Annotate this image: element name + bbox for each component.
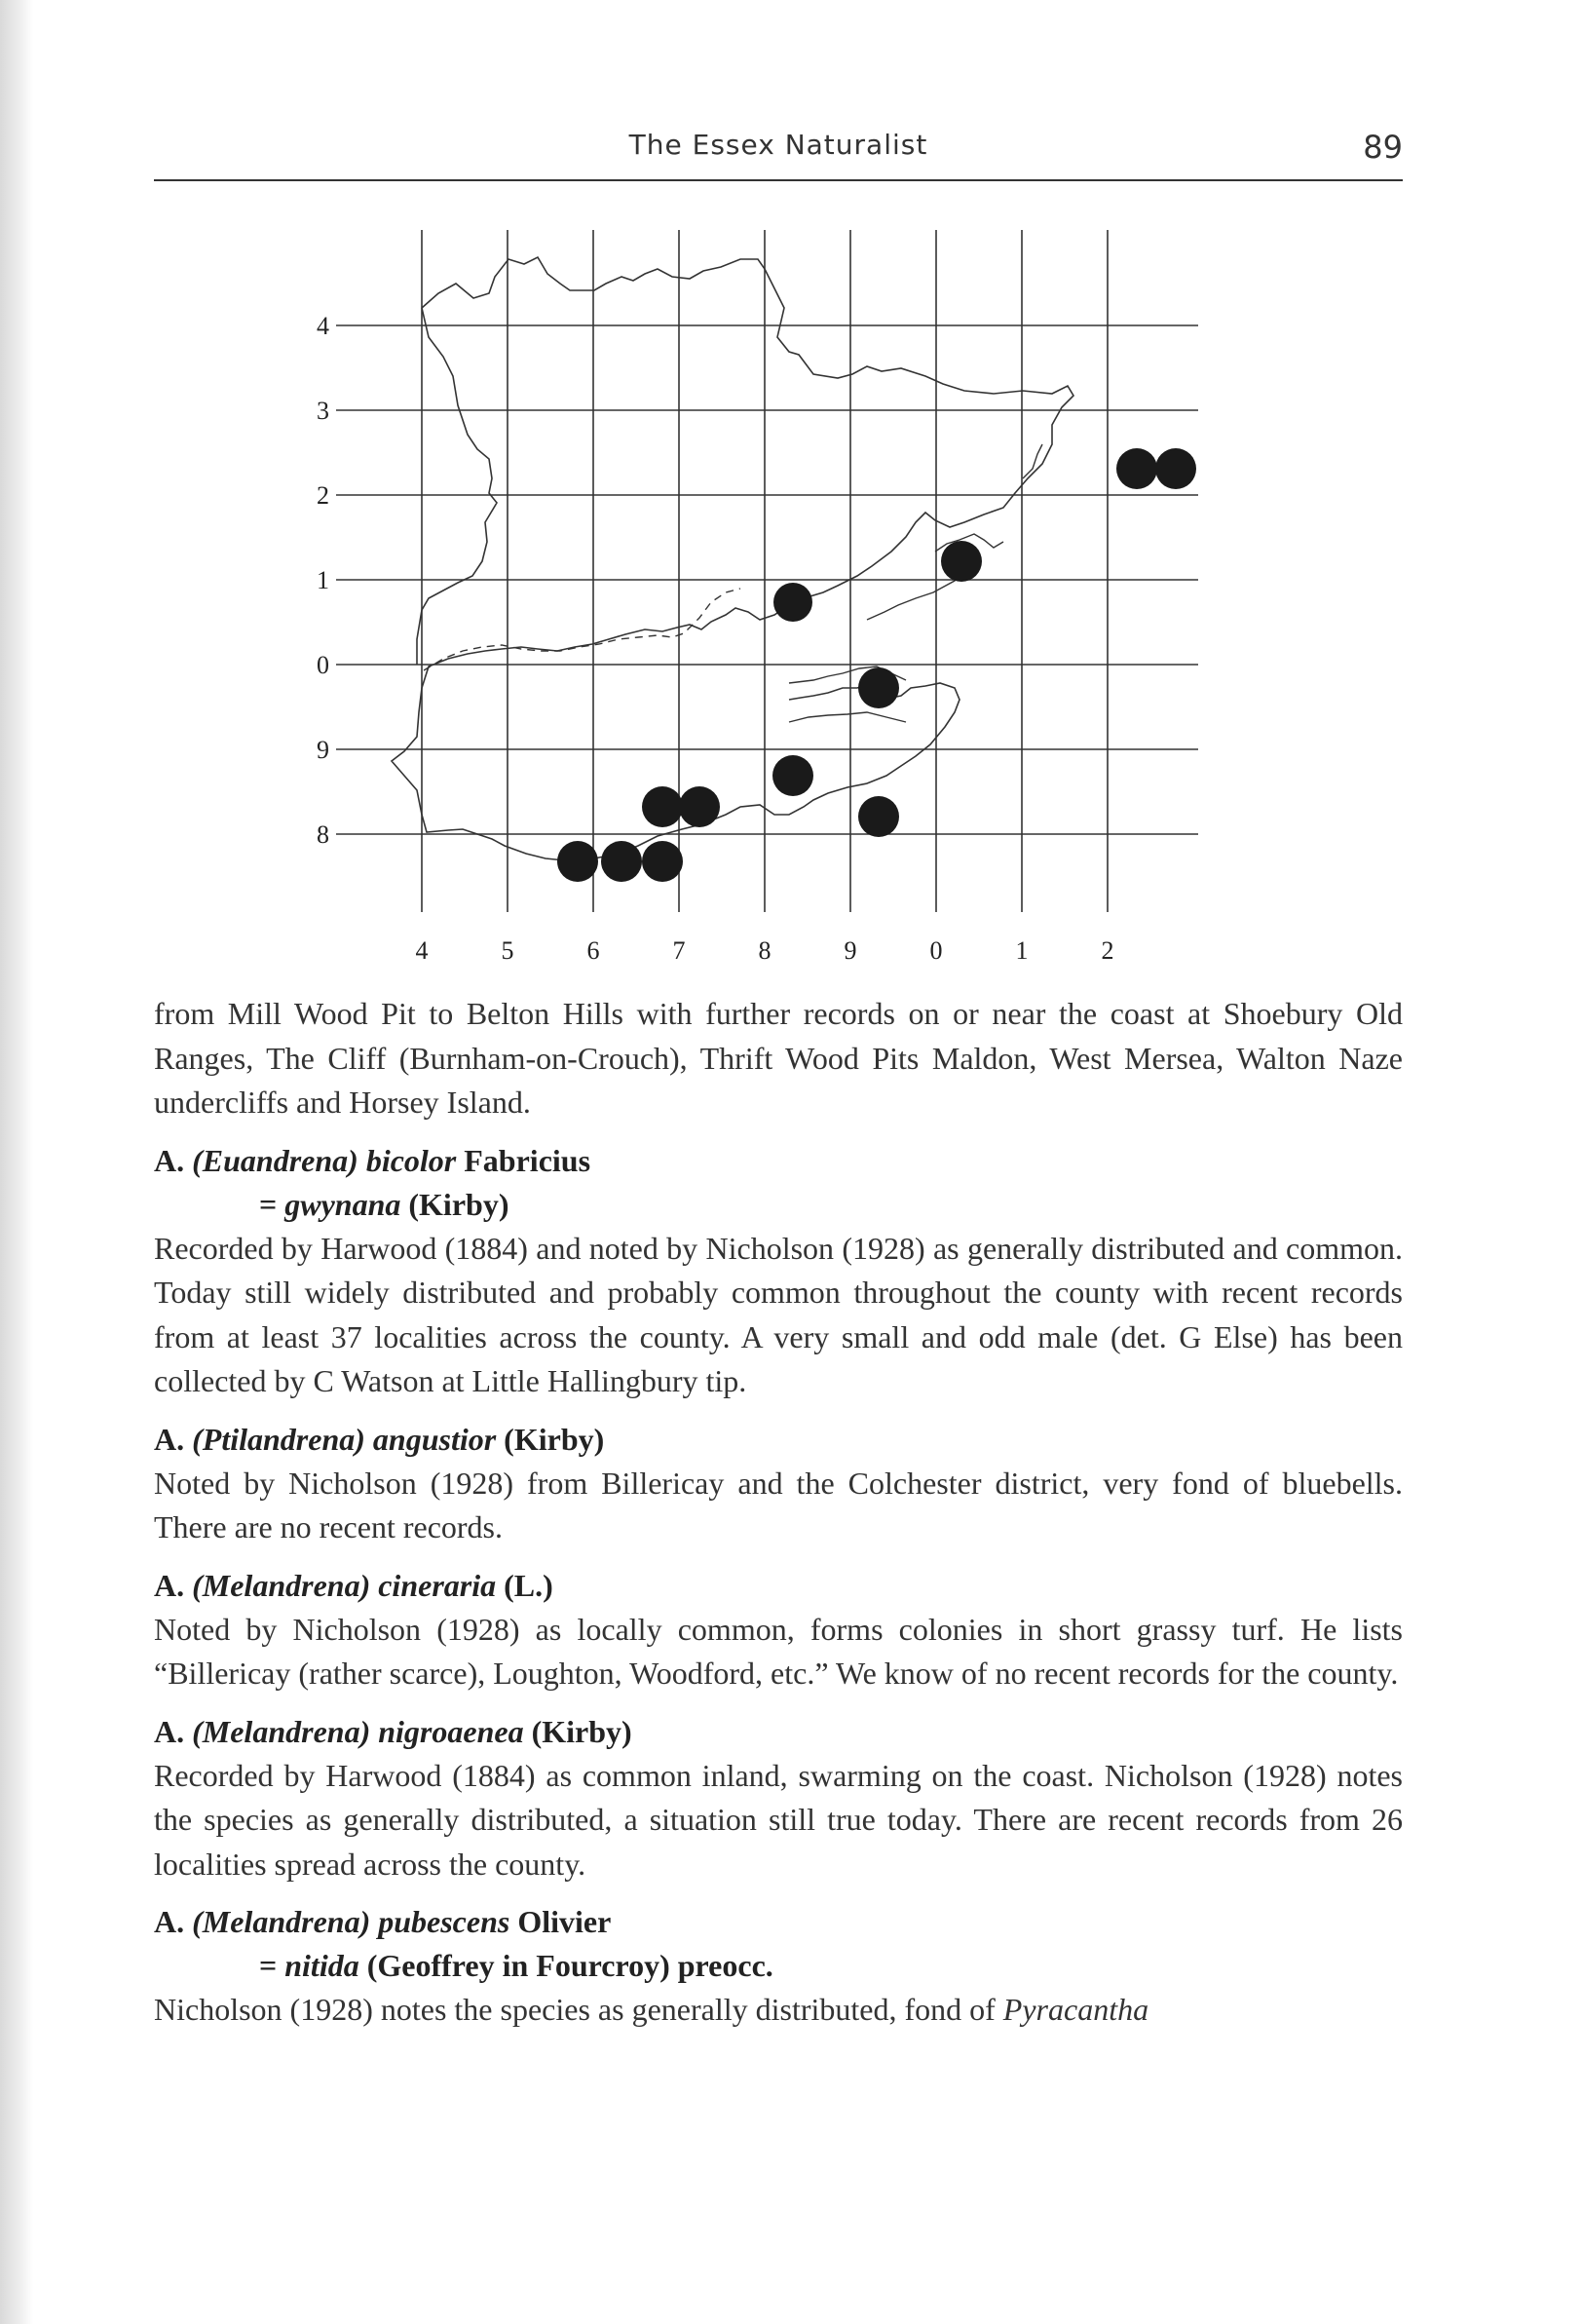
species-entry: [154, 1418, 1403, 1550]
synonym-prefix: =: [259, 1186, 278, 1222]
record-dot: [858, 667, 899, 708]
epithet: angustior: [372, 1421, 497, 1457]
species-body-italic: Pyracantha: [1002, 1992, 1149, 2027]
genus: A.: [154, 1904, 185, 1939]
epithet: cineraria: [378, 1567, 497, 1603]
x-tick-label: 6: [586, 936, 600, 965]
y-tick-label: 9: [317, 736, 329, 764]
estuary-lines: [789, 444, 1042, 722]
y-tick-label: 3: [317, 397, 329, 425]
y-tick-label: 1: [317, 566, 329, 594]
author: (Kirby): [504, 1421, 605, 1457]
x-tick-label: 2: [1101, 936, 1114, 965]
species-entry: [154, 1900, 1403, 2033]
author: Olivier: [517, 1904, 612, 1939]
species-body: Recorded by Harwood (1884) as common inland, swarming on the coast. Nicholson (1928) notes the species as generally distributed, a situation still true today. There are recent records from 26 localities spread across the county.: [154, 1757, 1403, 1882]
x-tick-label: 9: [844, 936, 857, 965]
subgenus: (Melandrena): [192, 1904, 371, 1939]
record-dot: [772, 755, 813, 796]
y-tick-labels: [317, 312, 329, 849]
page-number: 89: [1363, 129, 1403, 166]
distribution-map: [282, 230, 1218, 990]
record-dot: [1155, 448, 1196, 489]
species-entry: [154, 1710, 1403, 1887]
species-body: Noted by Nicholson (1928) from Billericay and the Colchester district, very fond of bluebells. There are no recent records.: [154, 1465, 1403, 1544]
y-tick-label: 2: [317, 481, 329, 510]
x-tick-label: 1: [1015, 936, 1029, 965]
subgenus: (Melandrena): [192, 1713, 371, 1749]
intro-paragraph: from Mill Wood Pit to Belton Hills with further records on or near the coast at Shoebury Old Ranges, The Cliff (Burnham-on-Crouch), Thrift Wood Pits Maldon, West Mersea, Walton Naze undercliffs and Horsey Island.: [154, 996, 1403, 1120]
author: (Kirby): [531, 1713, 632, 1749]
epithet: bicolor: [365, 1142, 457, 1178]
synonym-line: [154, 1183, 1403, 1227]
species-entry: [154, 1564, 1403, 1696]
species-heading: [154, 1418, 1403, 1462]
synonym-author: (Geoffrey in Fourcroy) preocc.: [366, 1948, 773, 1983]
y-tick-label: 4: [317, 312, 329, 340]
subgenus: (Euandrena): [192, 1142, 358, 1178]
genus: A.: [154, 1713, 185, 1749]
y-tick-label: 8: [317, 820, 329, 849]
y-tick-label: 0: [317, 651, 329, 679]
x-tick-label: 8: [758, 936, 772, 965]
species-heading: [154, 1564, 1403, 1608]
synonym-epithet: nitida: [284, 1948, 359, 1983]
subgenus: (Ptilandrena): [192, 1421, 365, 1457]
dashed-boundary: [424, 589, 740, 670]
author: Fabricius: [464, 1142, 591, 1178]
epithet: pubescens: [378, 1904, 510, 1939]
page-body: [154, 992, 1403, 2033]
synonym-prefix: =: [259, 1948, 278, 1983]
running-head: [154, 125, 1403, 181]
binding-shadow: [0, 0, 33, 2324]
genus: A.: [154, 1567, 185, 1603]
species-heading: [154, 1900, 1403, 1944]
genus: A.: [154, 1142, 185, 1178]
species-body-text: Nicholson (1928) notes the species as generally distributed, fond of: [154, 1992, 996, 2027]
synonym-author: (Kirby): [408, 1186, 509, 1222]
running-title: The Essex Naturalist: [628, 129, 928, 161]
subgenus: (Melandrena): [192, 1567, 371, 1603]
distribution-map-svg: [282, 230, 1218, 990]
epithet: nigroaenea: [378, 1713, 524, 1749]
species-body: Recorded by Harwood (1884) and noted by Nicholson (1928) as generally distributed and common. Today still widely distributed and probably common throughout the county with recent records from at least 37 localities across the county. A very small and odd male (det. G Else) has been collected by C Watson at Little Hallingbury tip.: [154, 1230, 1403, 1398]
synonym-line: [154, 1944, 1403, 1988]
record-dot: [858, 796, 899, 837]
author: (L.): [504, 1567, 553, 1603]
record-dot: [642, 786, 683, 827]
species-heading: [154, 1139, 1403, 1183]
x-tick-label: 4: [415, 936, 429, 965]
record-dot: [941, 541, 982, 582]
synonym-epithet: gwynana: [284, 1186, 401, 1222]
record-dot: [679, 786, 720, 827]
x-tick-label: 0: [929, 936, 943, 965]
record-dot: [773, 583, 812, 622]
x-tick-label: 7: [672, 936, 686, 965]
x-tick-label: 5: [501, 936, 514, 965]
record-dot: [642, 841, 683, 882]
species-entry: [154, 1139, 1403, 1404]
record-dot: [557, 841, 598, 882]
species-body: Noted by Nicholson (1928) as locally common, forms colonies in short grassy turf. He lists “Billericay (rather scarce), Loughton, Woodford, etc.” We know of no recent records for the county.: [154, 1611, 1403, 1691]
genus: A.: [154, 1421, 185, 1457]
species-heading: [154, 1710, 1403, 1754]
record-dot: [1116, 448, 1157, 489]
record-dot: [601, 841, 642, 882]
species-body: [154, 1988, 1403, 2033]
x-tick-labels: [416, 936, 1114, 965]
